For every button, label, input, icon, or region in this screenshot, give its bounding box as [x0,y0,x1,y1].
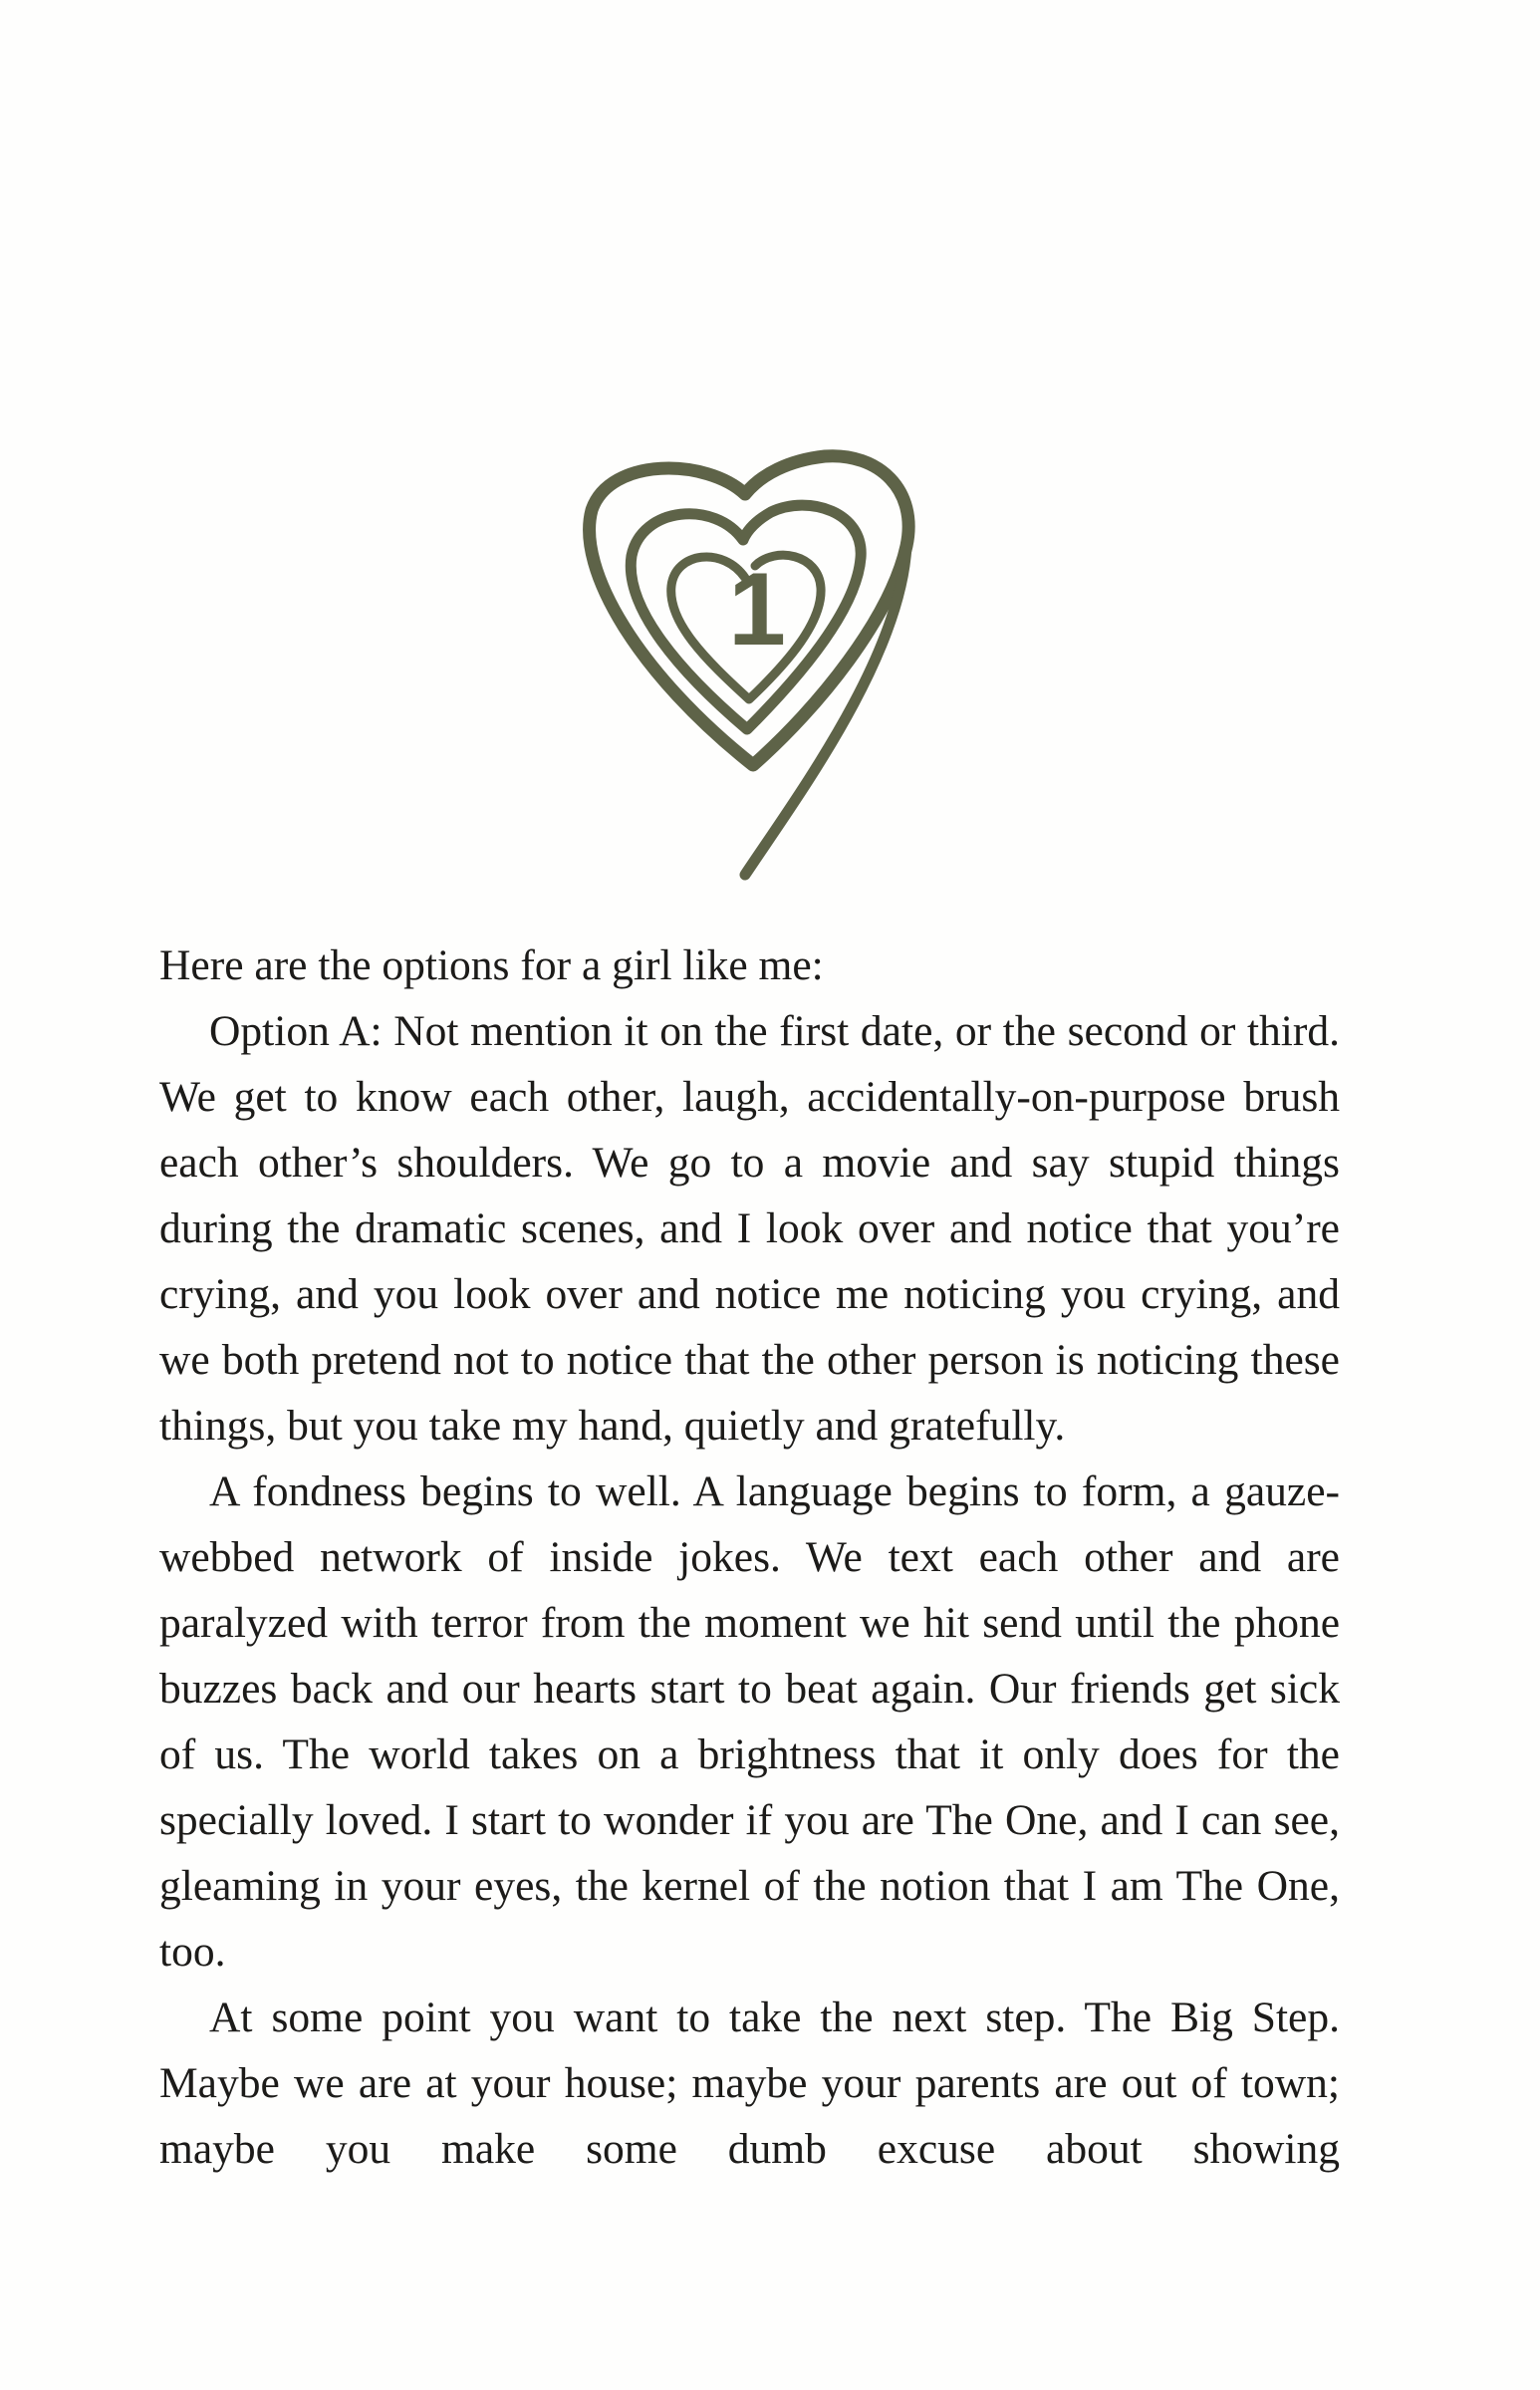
paragraph: Here are the options for a girl like me: [159,941,824,989]
paragraph: A fondness begins to well. A language begins to form, a gauze-webbed network of inside jokes. We text each other and are paralyzed with terror from the moment we hit send until the phone buzzes back and our hearts start to beat again. Our friends get sick of us. The world takes on a brightness that it only does for the specially loved. I start to wonder if you are The One, and I can see, gleaming in your eyes, the kernel of the notion that I am The One, too. [159,1467,1340,1976]
chapter-number: 1 [728,552,786,667]
chapter-heading [558,438,956,887]
paragraph: Option A: Not mention it on the first date, or the second or third. We get to know each other, laugh, accidentally-on-purpose brush each other’s shoulders. We go to a movie and say stupid things during the dramatic scenes, and I look over and notice that you’re crying, and you look over and notice me noticing you crying, and we both pretend not to notice that the other person is noticing these things, but you take my hand, quietly and gratefully. [159,1007,1340,1450]
paragraph: At some point you want to take the next step. The Big Step. Maybe we are at your house; maybe your parents are out of town; maybe you make some dumb excuse about showing [159,1993,1340,2173]
chapter-text [159,932,1340,2182]
